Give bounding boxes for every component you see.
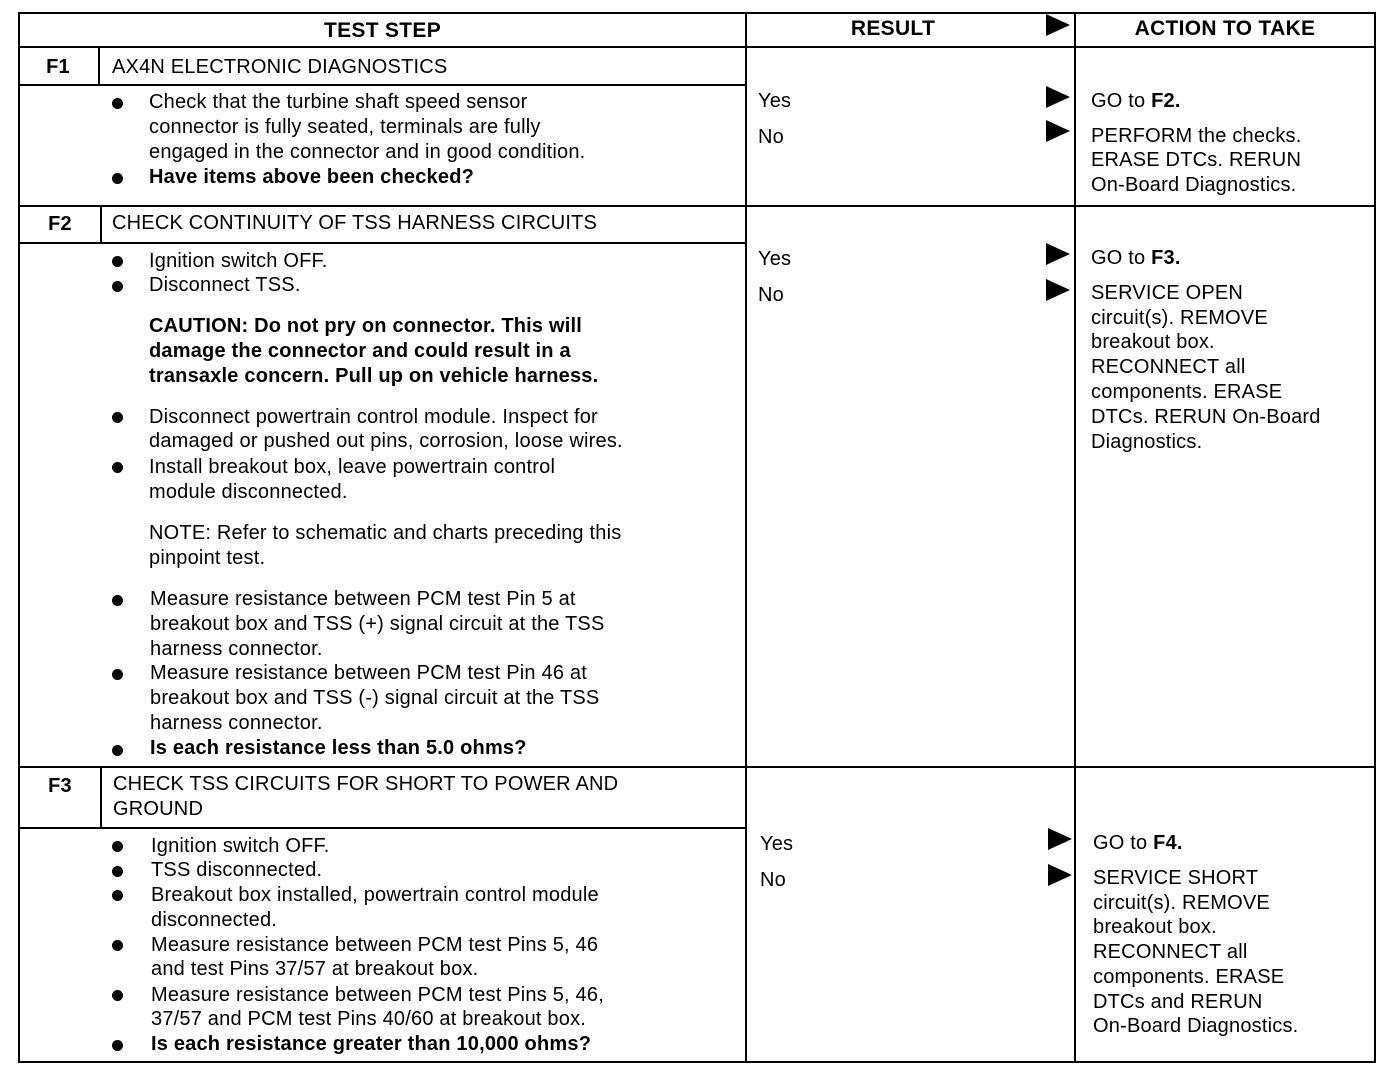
caution-text: transaxle concern. Pull up on vehicle harness. [149,365,599,387]
action-no: breakout box. [1093,916,1217,938]
step-question: Is each resistance greater than 10,000 ohms? [151,1033,592,1055]
action-prefix: GO to [1091,247,1152,269]
action-no: DTCs. RERUN On-Board [1091,406,1321,428]
action-no: DTCs and RERUN [1093,991,1263,1013]
action-yes [1091,89,1181,114]
step-text: breakout box and TSS (+) signal circuit at the TSS [150,613,605,635]
action-target-link: F2. [1151,90,1181,112]
header-result: RESULT [850,17,936,40]
action-no: breakout box. [1091,331,1215,353]
step-text: harness connector. [150,712,323,734]
action-no: Diagnostics. [1091,431,1203,453]
action-yes [1093,831,1183,856]
step-text: Ignition switch OFF. [151,835,330,857]
action-no: RECONNECT all [1093,941,1248,963]
bullet-icon [112,595,123,606]
header-action: ACTION TO TAKE [1134,17,1316,40]
column-divider-action [1074,12,1076,1063]
bullet-icon [112,745,123,756]
action-no: circuit(s). REMOVE [1091,307,1268,329]
action-target-link: F4. [1153,832,1183,854]
step-text: TSS disconnected. [151,859,323,881]
action-no: components. ERASE [1093,966,1285,988]
step-text: engaged in the connector and in good condition. [149,141,586,163]
table-border-bottom [18,1061,1376,1063]
action-no: circuit(s). REMOVE [1093,892,1270,914]
step-text: Measure resistance between PCM test Pin 5 at [150,588,576,610]
result-no: No [758,126,784,148]
step-text: module disconnected. [149,481,348,503]
step-text: Install breakout box, leave powertrain control [149,456,556,478]
action-no: SERVICE OPEN [1091,282,1244,304]
bullet-icon [112,669,123,680]
action-no: PERFORM the checks. [1091,125,1302,147]
step-text: Measure resistance between PCM test Pin 46 at [150,662,587,684]
step-text: breakout box and TSS (-) signal circuit at the TSS [150,687,600,709]
bullet-icon [112,98,123,109]
action-no: On-Board Diagnostics. [1091,174,1297,196]
f1-title-divider [18,84,747,86]
result-yes: Yes [758,248,792,270]
f3-id-divider [100,767,102,828]
step-text: Measure resistance between PCM test Pins 5, 46 [151,934,599,956]
bullet-icon [112,990,123,1001]
step-text: and test Pins 37/57 at breakout box. [151,958,479,980]
bullet-icon [112,412,123,423]
action-no: On-Board Diagnostics. [1093,1015,1299,1037]
result-yes: Yes [760,833,794,855]
table-border-left [18,12,20,1063]
f2-title-divider [18,242,747,244]
step-title-f1: AX4N ELECTRONIC DIAGNOSTICS [112,56,448,78]
bullet-icon [112,281,123,292]
result-arrow-icon [1048,864,1072,886]
result-no: No [758,284,784,306]
header-divider [18,46,1376,48]
step-id-f1: F1 [46,56,70,78]
bullet-icon [112,1040,123,1051]
step-text: Disconnect powertrain control module. Inspect for [149,406,598,428]
bullet-icon [112,173,123,184]
step-text: Disconnect TSS. [149,274,301,296]
f2-id-divider [100,206,102,243]
step-text: connector is fully seated, terminals are fully [149,116,541,138]
step-title-f3: CHECK TSS CIRCUITS FOR SHORT TO POWER AND [113,773,619,795]
header-test-step: TEST STEP [323,19,442,42]
bullet-icon [112,462,123,473]
table-border-top [18,12,1376,14]
step-text: disconnected. [151,909,278,931]
result-arrow-icon [1046,279,1070,301]
action-prefix: GO to [1093,832,1154,854]
action-no: ERASE DTCs. RERUN [1091,149,1302,171]
action-yes [1091,246,1181,271]
bullet-icon [112,940,123,951]
note-text: NOTE: Refer to schematic and charts preceding this [149,522,622,544]
bullet-icon [112,841,123,852]
caution-text: damage the connector and could result in a [149,340,571,362]
result-yes: Yes [758,90,792,112]
result-arrow-icon [1046,243,1070,265]
step-text: Measure resistance between PCM test Pins 5, 46, [151,984,604,1006]
f1-id-divider [98,47,100,85]
f3-title-divider [18,827,747,829]
action-no: RECONNECT all [1091,356,1246,378]
bullet-icon [112,866,123,877]
bullet-icon [112,890,123,901]
bullet-icon [112,256,123,267]
result-no: No [760,869,786,891]
step-text: Breakout box installed, powertrain control module [151,884,599,906]
note-text: pinpoint test. [149,547,266,569]
step-text: damaged or pushed out pins, corrosion, loose wires. [149,430,623,452]
column-divider-result [745,12,747,1063]
result-arrow-icon [1046,120,1070,142]
step-id-f2: F2 [48,213,72,235]
step-question: Is each resistance less than 5.0 ohms? [150,737,527,759]
action-target-link: F3. [1151,247,1181,269]
step-text: 37/57 and PCM test Pins 40/60 at breakout box. [151,1008,587,1030]
section-divider-f2 [18,205,1376,207]
step-question: Have items above been checked? [149,166,475,188]
step-text: Ignition switch OFF. [149,250,328,272]
step-title-f3: GROUND [113,798,204,820]
step-id-f3: F3 [48,775,72,797]
result-arrow-icon [1046,86,1070,108]
step-title-f2: CHECK CONTINUITY OF TSS HARNESS CIRCUITS [112,212,598,234]
action-prefix: GO to [1091,90,1152,112]
step-text: harness connector. [150,638,323,660]
caution-text: CAUTION: Do not pry on connector. This will [149,315,583,337]
table-border-right [1374,12,1376,1063]
step-text: Check that the turbine shaft speed sensor [149,91,528,113]
result-arrow-icon [1048,828,1072,850]
header-arrow-icon [1046,14,1070,36]
action-no: components. ERASE [1091,381,1283,403]
action-no: SERVICE SHORT [1093,867,1259,889]
section-divider-f3 [18,766,1376,768]
